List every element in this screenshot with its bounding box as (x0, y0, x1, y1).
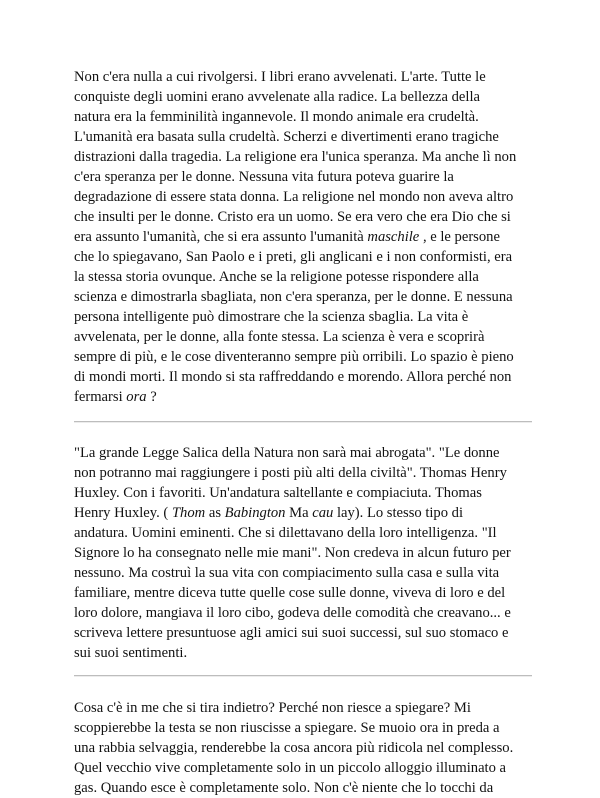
paragraph-2-text-end: lay). Lo stesso tipo di andatura. Uomini eminenti. Che si dilettavano della loro intelligenza. "Il Signore lo ha consegnato nelle mie mani". Non credeva in alcun futuro per nessuno. Ma costruì la sua vita con compiacimento sulla casa e sulla vita familiare, mentre diceva tutte quelle cose sulle donne, viveva di loro e del loro dolore, mangiava il loro cibo, godeva delle comodità che creavano... e scriveva lettere presuntuose agli amici sui suoi successi, sul suo stomaco e sui suoi sentimenti. (74, 505, 511, 661)
paragraph-1-text-cont: , e le persone che lo spiegavano, San Paolo e i preti, gli anglicani e i non conformisti, era la stessa storia ovunque. Anche se la religione potesse rispondere alla scienza e dimostrarla sbagliata, non c'era speranza, per le donne. E nessuna persona intelligente può dimostrare che la scienza sbaglia. La vita è avvelenata, per le donne, alla fonte stessa. La scienza è vera e scoprirà sempre di più, e le cose diventeranno sempre più orribili. Lo spazio è pieno di mondi morti. Il mondo si sta raffreddando e morendo. Allora perché non fermarsi (74, 229, 514, 405)
paragraph-1-emphasis-maschile: maschile (367, 229, 420, 245)
paragraph-2-text-as: as (205, 505, 225, 521)
paragraph-3 (74, 698, 532, 798)
section-divider (74, 421, 532, 423)
paragraph-1-emphasis-ora: ora (126, 389, 147, 405)
paragraph-2-emphasis-thom: Thom (171, 505, 206, 521)
paragraph-1-text-end: ? (146, 389, 157, 405)
paragraph-2-text-ma: Ma (285, 505, 313, 521)
paragraph-1-text: Non c'era nulla a cui rivolgersi. I libri erano avvelenati. L'arte. Tutte le conquiste degli uomini erano avvelenate alla radice. La bellezza della natura era la femminilità ingannevole. Il mondo animale era crudeltà. L'umanità era basata sulla crudeltà. Scherzi e divertimenti erano tragiche distrazioni dalla tragedia. La religione era l'unica speranza. Ma anche lì non c'era speranza per le donne. Nessuna vita futura poteva guarire la degradazione di essere stata donna. La religione nel mondo non aveva altro che insulti per le donne. Cristo era un uomo. Se era vero che era Dio che si era assunto l'umanità, che si era assunto l'umanità (74, 69, 517, 245)
paragraph-3-text: Cosa c'è in me che si tira indietro? Perché non riesce a spiegare? Mi scoppierebbe la testa se non riuscisse a spiegare. Se muoio ora in preda a una rabbia selvaggia, renderebbe la cosa ancora più ridicola nel complesso. Quel vecchio vive completamente solo in un piccolo alloggio illuminato a gas. Quando esce è completamente solo. Non c'è niente che lo tocchi da (74, 700, 514, 796)
paragraph-2-emphasis-cau: cau (312, 505, 334, 521)
section-divider (74, 675, 532, 677)
paragraph-2 (74, 443, 532, 663)
paragraph-2-text: "La grande Legge Salica della Natura non sarà mai abrogata". "Le donne non potranno mai raggiungere i posti più alti della civiltà". Thomas Henry Huxley. Con i favoriti. Un'andatura saltellante e compiaciuta. Thomas Henry Huxley. ( (74, 445, 507, 521)
paragraph-1 (74, 67, 532, 407)
document-page (74, 67, 532, 798)
paragraph-2-emphasis-babington: Babington (224, 505, 286, 521)
